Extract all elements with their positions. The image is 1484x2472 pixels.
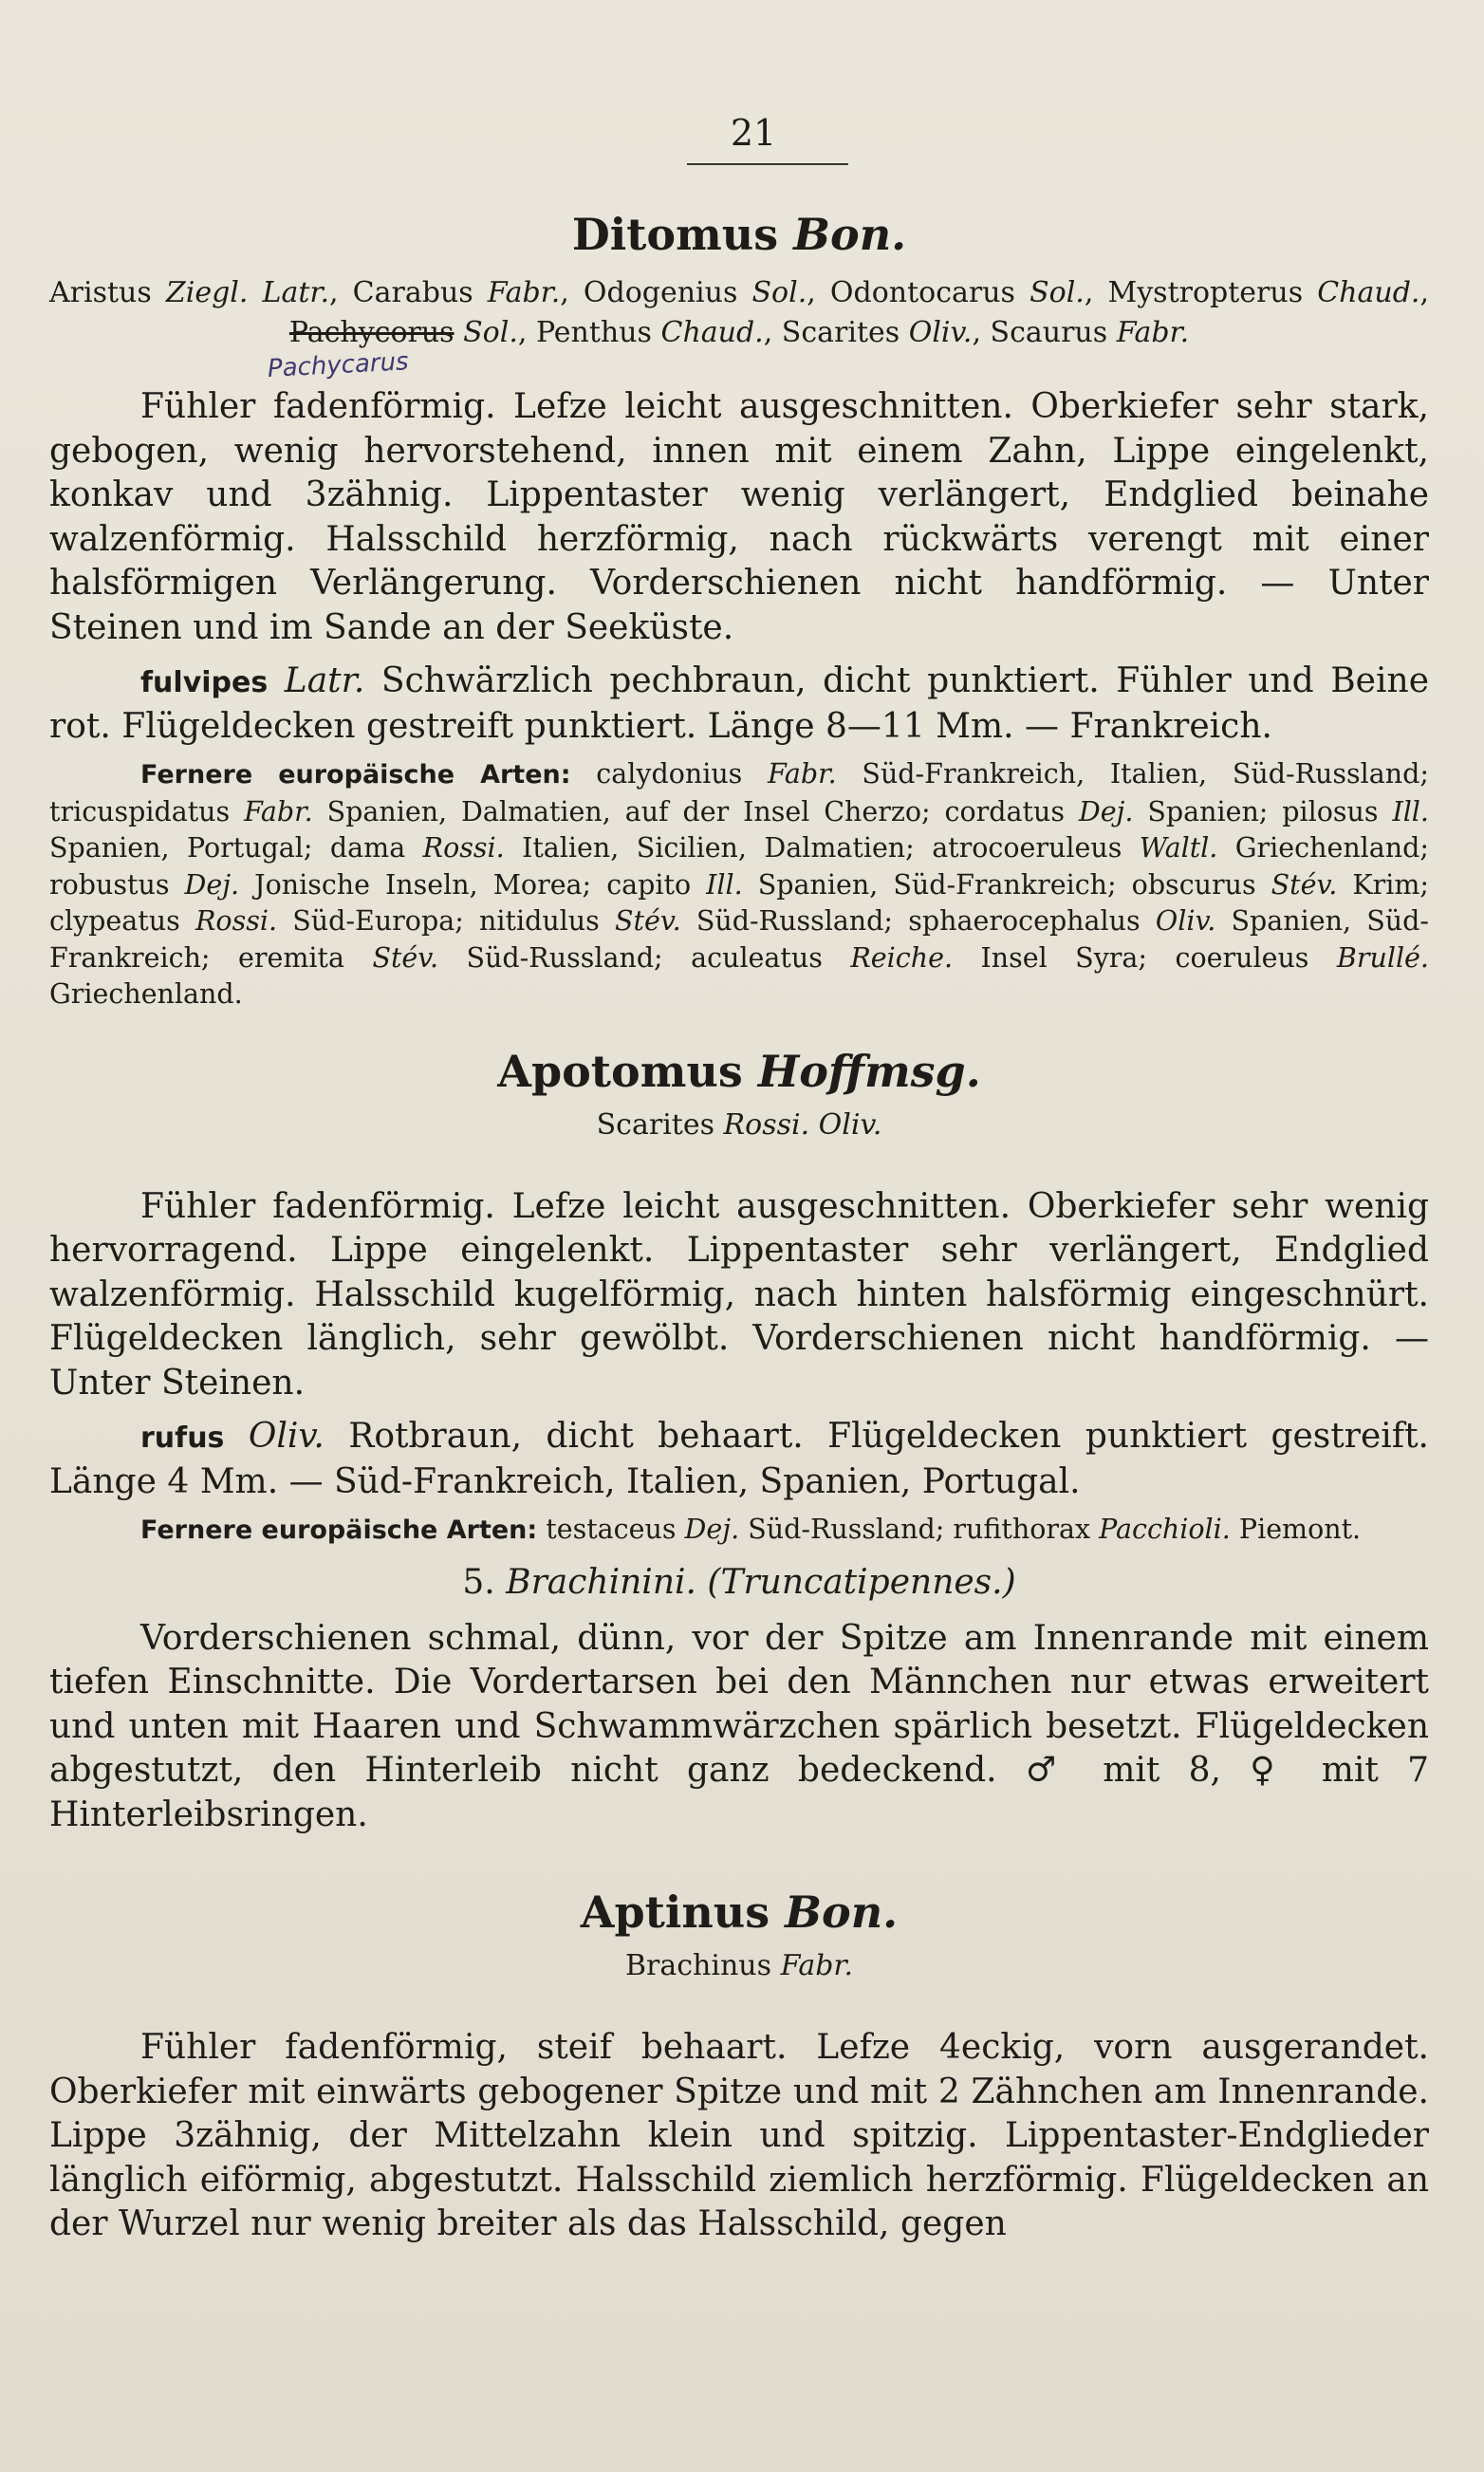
genus-title-ditomus [49,209,1429,260]
genus-author: Hoffmsg. [757,1045,981,1097]
description-aptinus: Fühler fadenförmig, steif behaart. Lefze 4eckig, vorn ausgerandet. Oberkiefer mit einwärts gebogener Spitze und mit 2 Zähnchen am Innenrande. Lippe 3zähnig, der Mittelzahn klein und spitzig. Lippentaster-Endglieder länglich eiförmig, abgestutzt. Halsschild ziemlich herzförmig. Flügeldecken an der Wurzel nur wenig breiter als das Halsschild, gegen [49,2028,1429,2243]
description-ditomus: Fühler fadenförmig. Lefze leicht ausgeschnitten. Oberkiefer sehr stark, gebogen, wenig hervorstehend, innen mit einem Zahn, Lippe eingelenkt, konkav und 3zähnig. Lippentaster wenig verlängert, Endglied beinahe walzenförmig. Halsschild herzförmig, nach rückwärts verengt mit einer halsförmigen Verlängerung. Vorderschienen nicht handförmig. — Unter Steinen und im Sande an der Seeküste. [49,387,1429,647]
genus-title-aptinus [49,1887,1429,1938]
synonyms-aptinus: Brachinus Fabr. [624,1949,854,1982]
synonyms-apotomus: Scarites Rossi. Oliv. [596,1107,882,1142]
description-apotomus: Fühler fadenförmig. Lefze leicht ausgeschnitten. Oberkiefer sehr wenig hervorragend. Lippe eingelenkt. Lippentaster sehr verlängert, Endglied walzenförmig. Halsschild kugelförmig, nach hinten halsförmig eingeschnürt. Flügeldecken länglich, sehr gewölbt. Vorderschienen nicht handförmig. — Unter Steinen. [49,1186,1429,1403]
species-entry-rufus: rufus Oliv. Rotbraun, dicht behaart. Flügeldecken punktiert gestreift. Länge 4 Mm. — Süd-Frankreich, Italien, Spanien, Portugal. [49,1417,1429,1501]
handwritten-correction: Pachycarus [267,347,410,383]
species-entry-fulvipes: fulvipes Latr. Schwärzlich pechbraun, dicht punktiert. Fühler und Beine rot. Flügeldecken gestreift punktiert. Länge 8—11 Mm. — Frankreich. [49,661,1429,746]
synonyms-ditomus: Aristus Ziegl. Latr., Carabus Fabr., Odogenius Sol., Odontocarus Sol., Mystropterus Chaud., Pachycorus Sol., Penthus Chaud., Scarites Oliv., Scaurus Fabr. [49,276,1430,349]
genus-name: Aptinus [580,1887,770,1938]
other-species-ditomus: Fernere europäische Arten: calydonius Fabr. Süd-Frankreich, Italien, Süd-Russland; tricuspidatus Fabr. Spanien, Dalmatien, auf der Insel Cherzo; cordatus Dej. Spanien; pilosus Ill. Spanien, Portugal; dama Rossi. Italien, Sicilien, Dalmatien; atrocoeruleus Waltl. Griechenland; robustus Dej. Jonische Inseln, Morea; capito Ill. Spanien, Süd-Frankreich; obscurus Stév. Krim; clypeatus Rossi. Süd-Europa; nitidulus Stév. Süd-Russland; sphaerocephalus Oliv. Spanien, Süd-Frankreich; eremita Stév. Süd-Russland; aculeatus Reiche. Insel Syra; coeruleus Brullé. Griechenland. [49,758,1429,1010]
genus-name: Ditomus [571,209,779,260]
species-name: rufus [140,1422,225,1455]
other-species-apotomus: Fernere europäische Arten: testaceus Dej. Süd-Russland; rufithorax Pacchioli. Piemont. [140,1514,1362,1545]
genus-author: Bon. [793,209,907,260]
species-name: fulvipes [140,666,269,699]
page-number-rule [687,163,848,165]
other-species-heading: Fernere europäische Arten: [140,760,571,790]
tribe-heading-brachinini: 5. Brachinini. (Truncatipennes.) [462,1562,1016,1602]
other-species-heading: Fernere europäische Arten: [140,1515,538,1545]
genus-name: Apotomus [497,1045,743,1097]
description-brachinini: Vorderschienen schmal, dünn, vor der Spitze am Innenrande mit einem tiefen Einschnitte. Die Vordertarsen bei den Männchen nur etwas erweitert und unten mit Haaren und Schwammwärzchen spärlich besetzt. Flügeldecken abgestutzt, den Hinterleib nicht ganz bedeckend. ♂ mit 8, ♀ mit 7 Hinterleibsringen. [49,1618,1429,1834]
genus-title-apotomus [49,1046,1429,1097]
struck-synonym: Pachycorus [288,316,454,349]
genus-author: Bon. [785,1887,899,1938]
page-number: 21 [730,112,777,154]
